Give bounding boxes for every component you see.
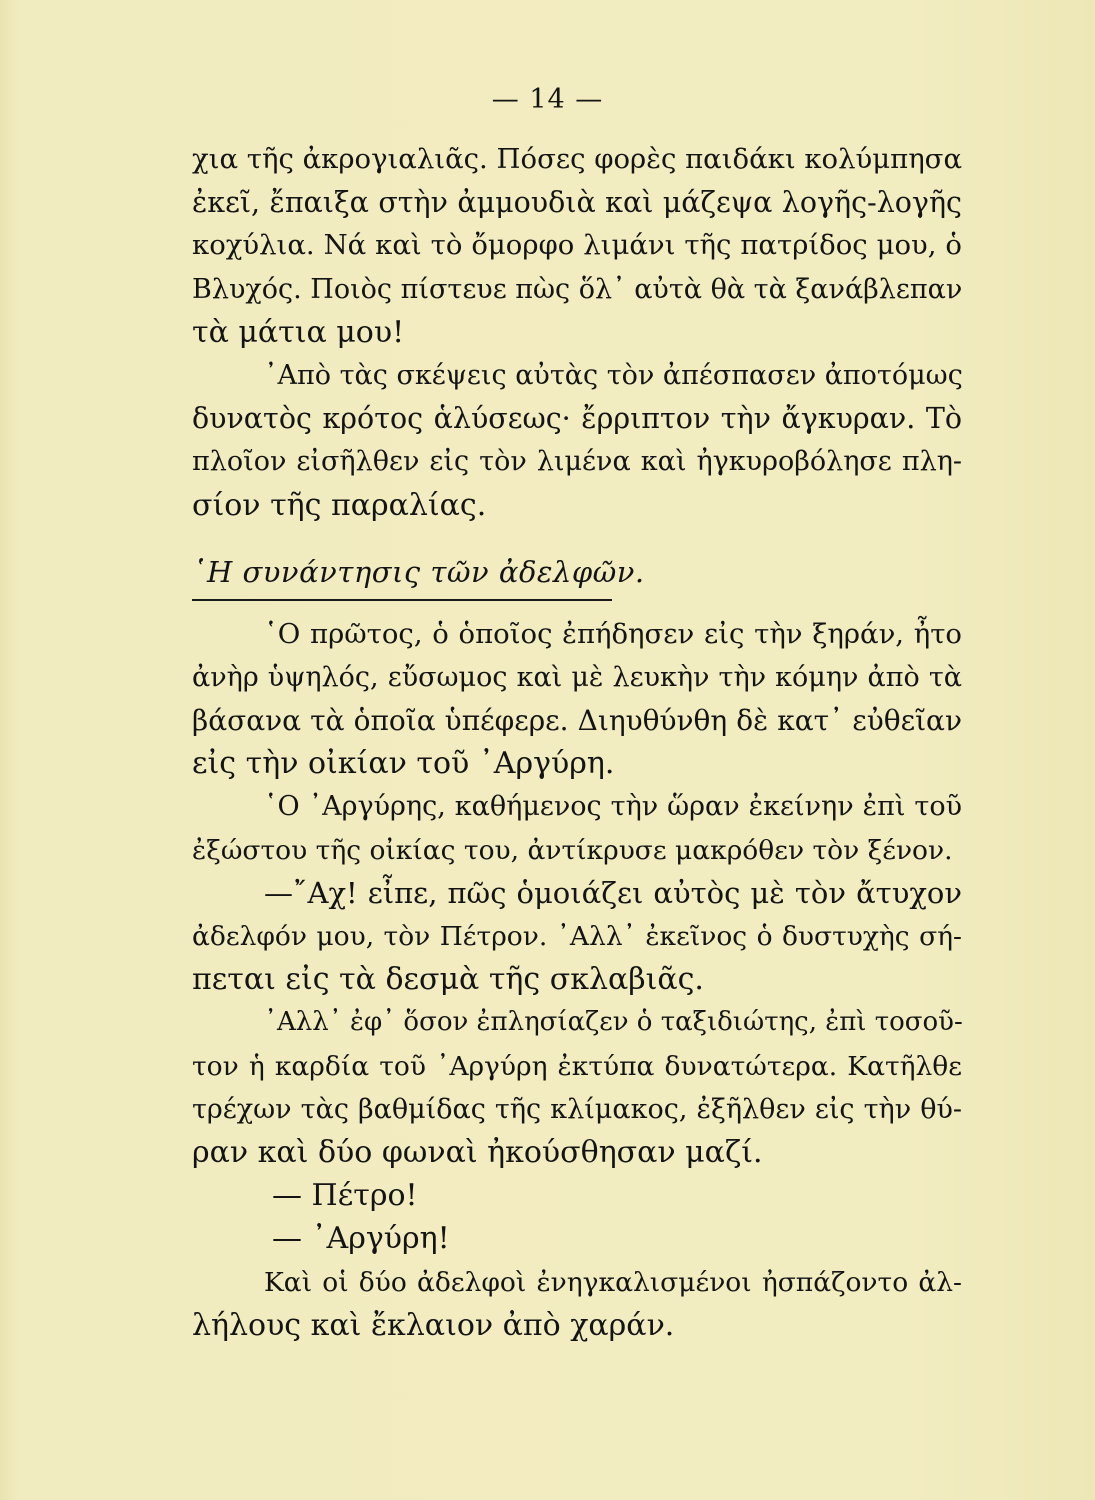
text-line: —῎Αχ! εἶπε, πῶς ὁμοιάζει αὐτὸς μὲ τὸν ἄτυχον bbox=[264, 875, 962, 910]
text-line: πεται εἰς τὰ δεσμὰ τῆς σκλαβιᾶς. bbox=[192, 962, 704, 998]
text-line: εἰς τὴν οἰκίαν τοῦ ᾿Αργύρη. bbox=[192, 746, 615, 782]
paragraph bbox=[192, 613, 962, 786]
text-line: λήλους καὶ ἔκλαιον ἀπὸ χαράν. bbox=[192, 1307, 675, 1343]
section-heading: ῾Η συνάντησις τῶν ἀδελφῶν. bbox=[192, 554, 645, 589]
text-line: δυνατὸς κρότος ἁλύσεως· ἔρριπτον τὴν ἄγκυραν. Τὸ bbox=[192, 402, 962, 436]
text-line: ῾Ο πρῶτος, ὁ ὁποῖος ἐπήδησεν εἰς τὴν ξηράν, ἦτο bbox=[264, 617, 962, 650]
section-heading-block bbox=[192, 527, 962, 613]
text-line: τρέχων τὰς βαθμίδας τῆς κλίμακος, ἐξῆλθεν εἰς τὴν θύ- bbox=[192, 1093, 962, 1125]
text-line: ᾿Αλλ᾽ ἐφ᾽ ὅσον ἐπλησίαζεν ὁ ταξιδιώτης, ἐπὶ τοσοῦ- bbox=[264, 1007, 963, 1038]
paragraph bbox=[192, 872, 962, 1002]
text-line: Βλυχός. Ποιὸς πίστευε πὼς ὅλ᾽ αὐτὰ θὰ τὰ ξανάβλεπαν bbox=[192, 273, 963, 305]
text-line: ἐκεῖ, ἔπαιξα στὴν ἀμμουδιὰ καὶ μάζεψα λογῆς-λογῆς bbox=[192, 186, 962, 220]
text-line: κοχύλια. Νά καὶ τὸ ὄμορφο λιμάνι τῆς πατρίδος μου, ὁ bbox=[192, 229, 962, 262]
dialogue bbox=[192, 1174, 962, 1260]
text-line: ᾿Απὸ τὰς σκέψεις αὐτὰς τὸν ἀπέσπασεν ἀποτόμως bbox=[264, 359, 963, 391]
paragraph bbox=[192, 138, 962, 354]
paragraph bbox=[192, 1001, 962, 1174]
text-line: ραν καὶ δύο φωναὶ ἠκούσθησαν μαζί. bbox=[192, 1134, 763, 1170]
paragraph bbox=[192, 1261, 962, 1347]
text-line: σίον τῆς παραλίας. bbox=[192, 487, 487, 523]
heading-underline bbox=[192, 599, 612, 601]
text-line: ἐξώστου τῆς οἰκίας του, ἀντίκρυσε μακρόθεν τὸν ξένον. bbox=[192, 834, 953, 866]
text-line: ῾Ο ᾿Αργύρης, καθήμενος τὴν ὥραν ἐκείνην ἐπὶ τοῦ bbox=[264, 791, 962, 823]
body-text bbox=[192, 138, 962, 1347]
text-line: πλοῖον εἰσῆλθεν εἰς τὸν λιμένα καὶ ἠγκυροβόλησε πλη- bbox=[192, 446, 962, 478]
dialogue-line: — ᾿Αργύρη! bbox=[272, 1221, 450, 1257]
text-line: ἀνὴρ ὑψηλός, εὔσωμος καὶ μὲ λευκὴν τὴν κόμην ἀπὸ τὰ bbox=[192, 661, 962, 693]
text-line: Καὶ οἱ δύο ἀδελφοὶ ἐνηγκαλισμένοι ἠσπάζοντο ἀλ- bbox=[264, 1266, 962, 1298]
paragraph bbox=[192, 785, 962, 871]
text-line: τὰ μάτια μου! bbox=[192, 314, 405, 350]
dialogue-line: — Πέτρο! bbox=[272, 1178, 418, 1214]
paragraph bbox=[192, 354, 962, 527]
text-line: χια τῆς ἀκρογιαλιᾶς. Πόσες φορὲς παιδάκι κολύμπησα bbox=[192, 143, 963, 175]
page-number: — 14 — bbox=[491, 84, 604, 115]
text-line: τον ἡ καρδία τοῦ ᾿Αργύρη ἐκτύπα δυνατώτερα. Κατῆλθε bbox=[192, 1050, 962, 1082]
text-line: ἀδελφόν μου, τὸν Πέτρον. ᾿Αλλ᾽ ἐκεῖνος ὁ δυστυχὴς σή- bbox=[192, 921, 962, 952]
text-line: βάσανα τὰ ὁποῖα ὑπέφερε. Διηυθύνθη δὲ κατ᾽ εὐθεῖαν bbox=[192, 704, 962, 738]
